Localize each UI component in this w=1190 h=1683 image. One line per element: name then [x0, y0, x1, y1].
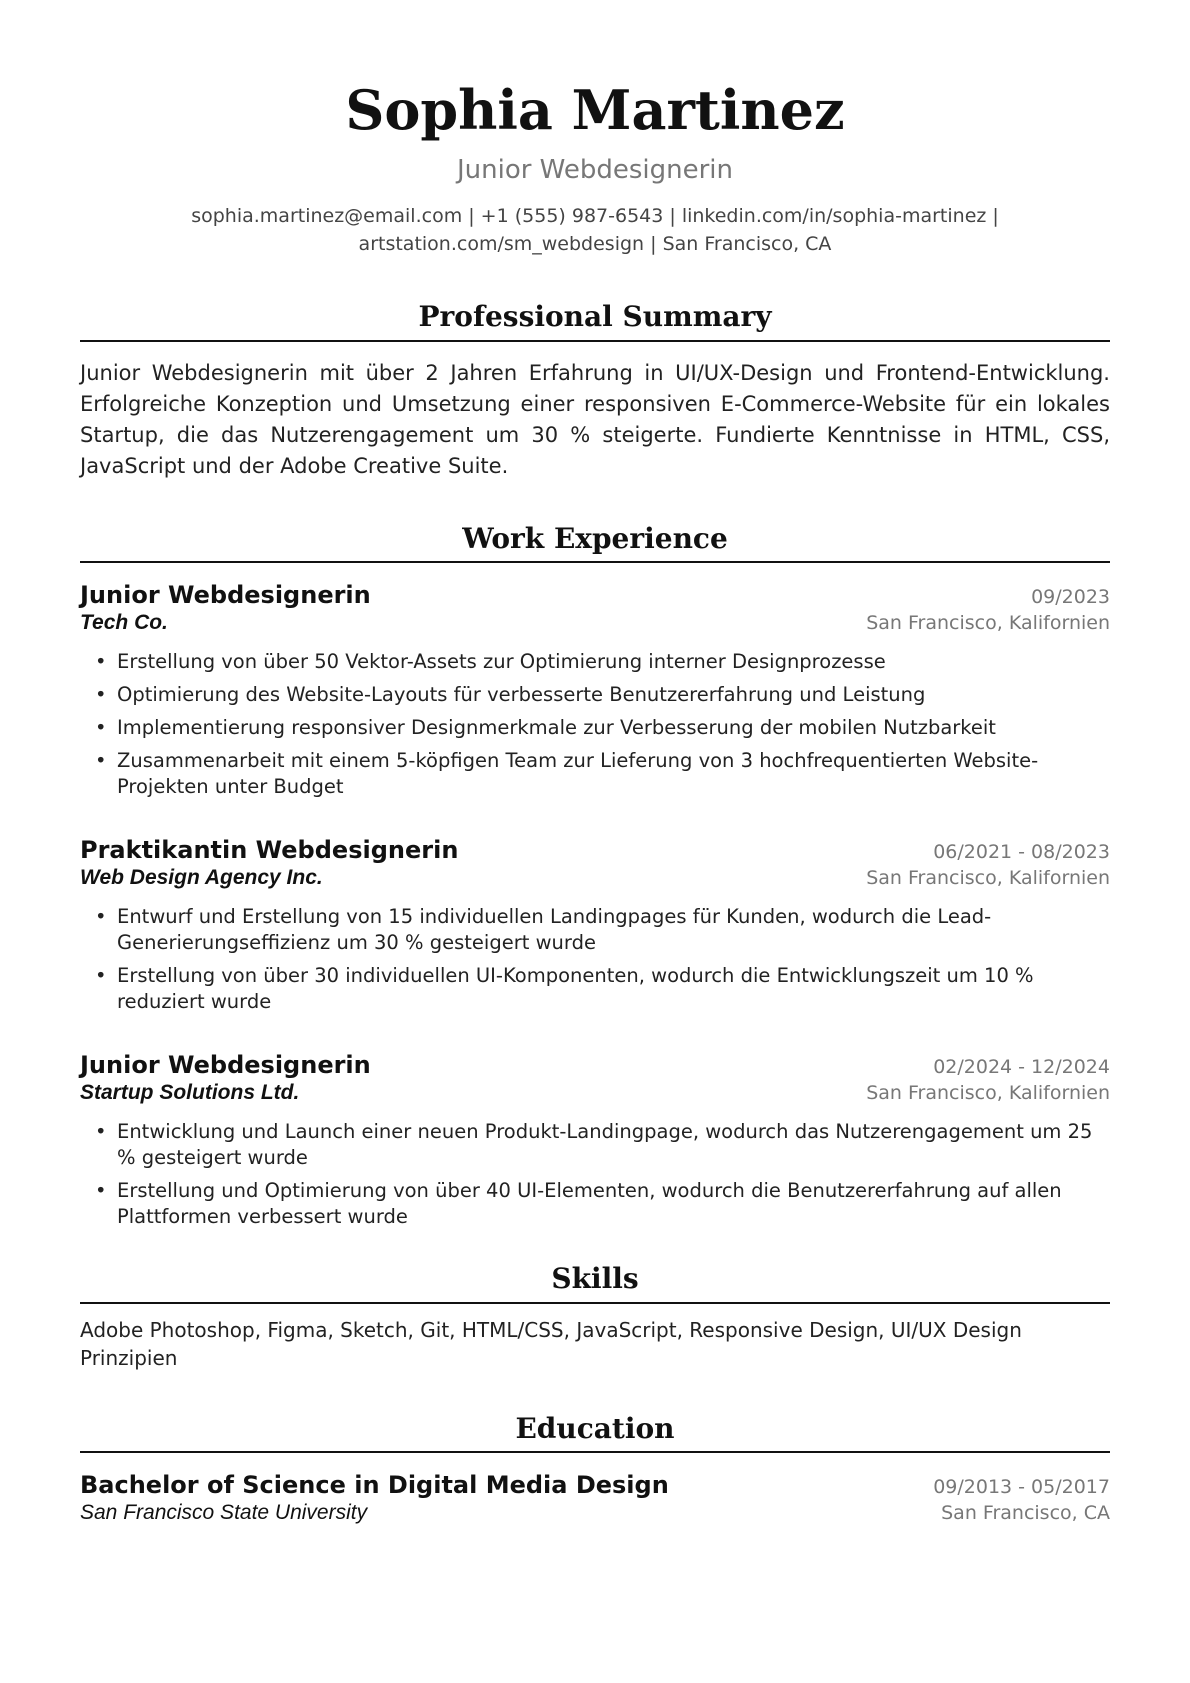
education-date: 09/2013 - 05/2017: [933, 1476, 1110, 1499]
job-bullets: [80, 649, 1110, 800]
education-location: San Francisco, CA: [941, 1502, 1110, 1525]
bullet-item: • Zusammenarbeit mit einem 5-köpfigen Team zur Lieferung von 3 hochfrequentierten Website-Projekten unter Budget: [95, 748, 1110, 800]
job-location: San Francisco, Kalifornien: [866, 612, 1110, 635]
job-title: Junior Webdesignerin: [80, 1051, 371, 1080]
bullet-item: • Erstellung von über 50 Vektor-Assets zur Optimierung interner Designprozesse: [95, 649, 1110, 675]
section-title-education: Education: [80, 1412, 1110, 1454]
job-company: Web Design Agency Inc.: [80, 866, 323, 890]
job-company: Tech Co.: [80, 611, 168, 635]
candidate-role: Junior Webdesignerin: [456, 154, 734, 185]
candidate-name: Sophia Martinez: [345, 78, 845, 142]
job-location: San Francisco, Kalifornien: [866, 1082, 1110, 1105]
job-title: Praktikantin Webdesignerin: [80, 836, 459, 865]
job-bullets: [80, 904, 1110, 1015]
job-entry: [80, 1051, 1110, 1230]
job-location: San Francisco, Kalifornien: [866, 867, 1110, 890]
job-company: Startup Solutions Ltd.: [80, 1081, 300, 1105]
job-date: 06/2021 - 08/2023: [933, 841, 1110, 864]
job-entry: [80, 581, 1110, 800]
contact-info: [80, 202, 1110, 258]
job-date: 09/2023: [1031, 586, 1110, 609]
section-title-skills: Skills: [80, 1262, 1110, 1304]
bullet-item: • Implementierung responsiver Designmerkmale zur Verbesserung der mobilen Nutzbarkeit: [95, 715, 1110, 741]
education-degree: Bachelor of Science in Digital Media Design: [80, 1471, 669, 1500]
summary-text: Junior Webdesignerin mit über 2 Jahren Erfahrung in UI/UX-Design und Frontend-Entwicklung. Erfolgreiche Konzeption und Umsetzung einer responsiven E-Commerce-Website für ein lokales Startup, die das Nutzerengagement um 30 % steigerte. Fundierte Kenntnisse in HTML, CSS, JavaScript und der Adobe Creative Suite.: [80, 360, 1110, 478]
education-entry: [80, 1471, 1110, 1525]
job-date: 02/2024 - 12/2024: [933, 1056, 1110, 1079]
bullet-item: • Erstellung von über 30 individuellen UI-Komponenten, wodurch die Entwicklungszeit um 10 % reduziert wurde: [95, 963, 1110, 1015]
education-school: San Francisco State University: [80, 1501, 368, 1525]
bullet-item: • Entwurf und Erstellung von 15 individuellen Landingpages für Kunden, wodurch die Lead-Generierungseffizienz um 30 % gesteigert wurde: [95, 904, 1110, 956]
bullet-item: • Erstellung und Optimierung von über 40 UI-Elementen, wodurch die Benutzererfahrung auf allen Plattformen verbessert wurde: [95, 1178, 1110, 1230]
resume-header: [80, 78, 1110, 258]
bullet-item: • Entwicklung und Launch einer neuen Produkt-Landingpage, wodurch das Nutzerengagement um 25 % gesteigert wurde: [95, 1119, 1110, 1171]
contact-line: sophia.martinez@email.com | +1 (555) 987-6543 | linkedin.com/in/sophia-martinez |: [191, 204, 999, 227]
section-title-work: Work Experience: [80, 522, 1110, 564]
contact-line: artstation.com/sm_webdesign | San Francisco, CA: [358, 232, 832, 255]
job-title: Junior Webdesignerin: [80, 581, 371, 610]
skills-text: Adobe Photoshop, Figma, Sketch, Git, HTML/CSS, JavaScript, Responsive Design, UI/UX Design Prinzipien: [80, 1317, 1022, 1370]
job-entry: [80, 836, 1110, 1015]
section-title-summary: Professional Summary: [80, 300, 1110, 342]
job-bullets: [80, 1119, 1110, 1230]
bullet-item: • Optimierung des Website-Layouts für verbesserte Benutzererfahrung und Leistung: [95, 682, 1110, 708]
